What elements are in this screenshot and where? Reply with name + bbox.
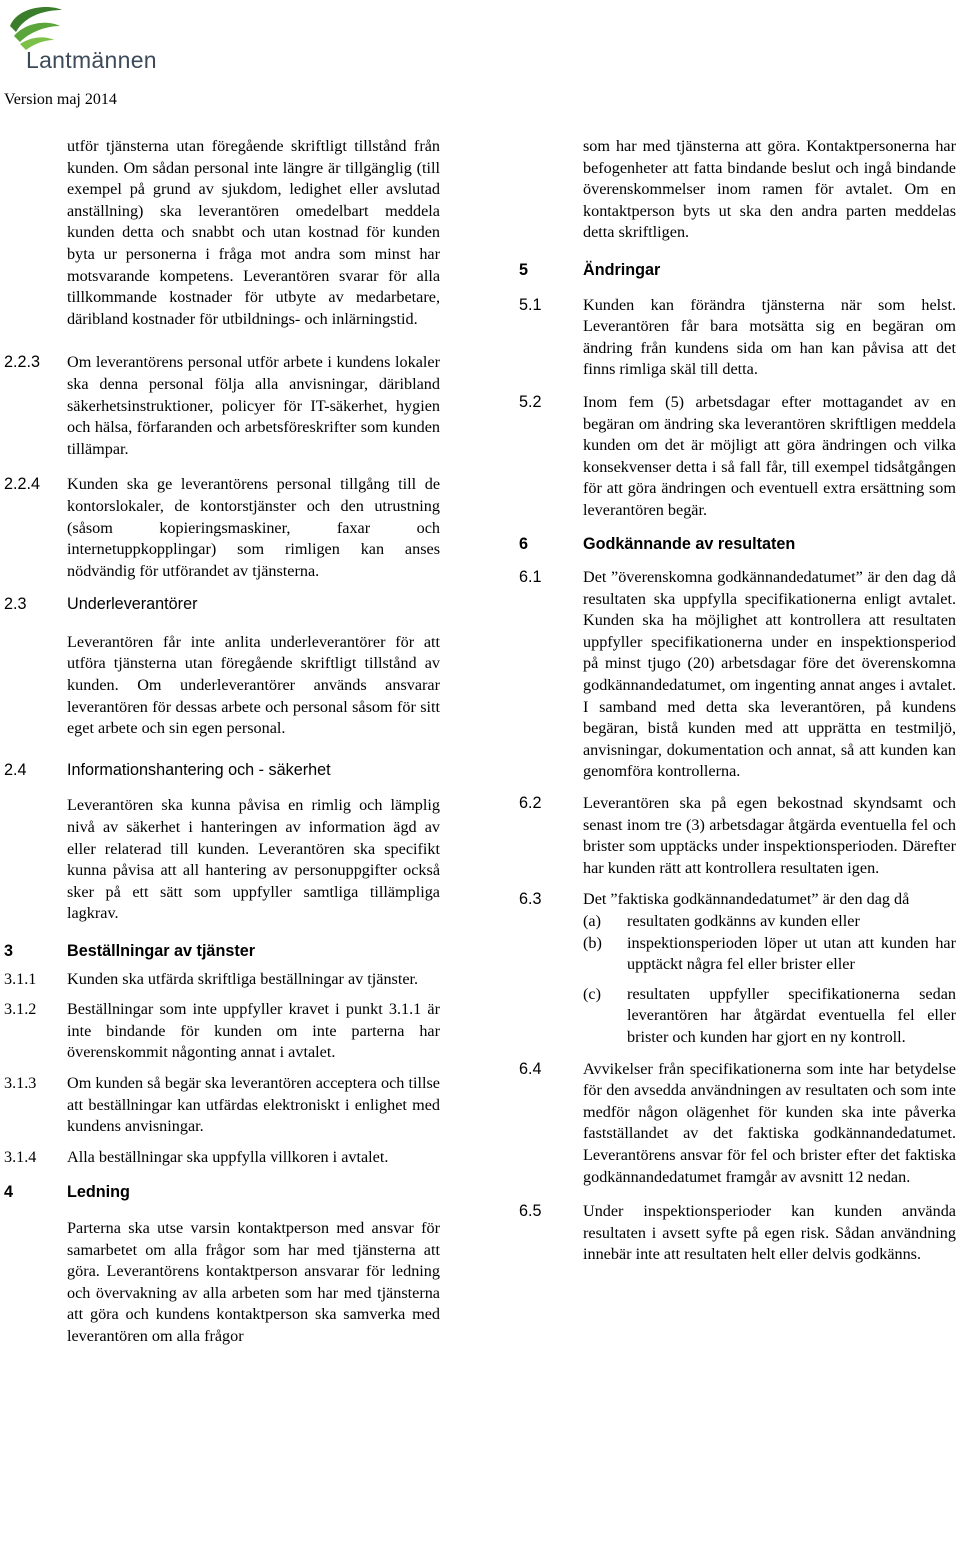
- continued-paragraph: utför tjänsterna utan föregående skriftligt tillstånd från kunden. Om sådan personal inte längre är tillgänglig (till exempel på grund av sjukdom, ledighet eller avslutad anställning) ska leverantören omedelbart meddela kunden detta och snabbt och utan kostnad för kunden byta ur personerna i fråga mot andra som minst har motsvarande kompetens. Leverantören svarar för alla tillkommande kostnader för utbyte av medarbetare, däribland kostnader för utbildnings- och inlärningstid.: [67, 137, 440, 328]
- paragraph-2-3: Leverantören får inte anlita underleverantörer för att utföra tjänsterna utan föregående skriftligt tillstånd av kunden. Om underleverantörer används ansvarar leverantören för dessas arbete och personal såsom för sitt eget arbete och sin egen personal.: [67, 632, 440, 738]
- heading-2-3: 2.3 Underleverantörer: [4, 595, 198, 614]
- heading-4: 4 Ledning: [4, 1183, 130, 1202]
- version-label: Version maj 2014: [4, 91, 117, 108]
- clause-6-5: 6.5 Under inspektionsperioder kan kunden använda resultaten i avsett syfte på egen risk. Sådan användning innebär inte att resultaten helt eller delvis godkänns.: [519, 1202, 956, 1264]
- clause-3-1-2: 3.1.2 Beställningar som inte uppfyller kravet i punkt 3.1.1 är inte bindande för kunden om inte parterna har överenskommit någonting annat i avtalet.: [4, 1000, 440, 1062]
- clause-6-1: 6.1 Det ”överenskomna godkännandedatumet” är den dag då resultaten ska uppfylla specifikationerna enligt avtalet. Kunden ska ha möjlighet att kontrollera att resultaten uppfyller specifikationerna under en inspektionsperiod på minst tjugo (20) arbetsdagar före det överenskomna godkännandedatumet, om ingenting annat anges i avtalet. I samband med detta ska leverantören, på kundens begäran, bistå kunden med att upprätta en testmiljö, anvisningar, dokumentation och annat, så att kunden kan genomföra kontrollerna.: [519, 568, 956, 781]
- heading-6: 6 Godkännande av resultaten: [519, 534, 796, 553]
- right-column: [519, 136, 956, 1266]
- heading-3: 3 Beställningar av tjänster: [4, 942, 256, 960]
- clause-3-1-1: 3.1.1 Kunden ska utfärda skriftliga beställningar av tjänster.: [4, 969, 419, 988]
- paragraph-2-4: Leverantören ska kunna påvisa en rimlig och lämplig nivå av säkerhet i hanteringen av information ägd av eller relaterad till kunden. Leverantören ska specifikt kunna påvisa att all hantering av personuppgifter också sker på ett sätt som uppfyller samtliga tillämpliga lagkrav.: [67, 796, 440, 923]
- clause-6-4: 6.4 Avvikelser från specifikationerna som inte har betydelse för den avsedda användningen av resultaten och som inte medför någon olägenhet för kunden ska inte påverka fastställandet av det faktiska godkännandedatumet. Leverantörens ansvar för fel och brister efter det faktiska godkännandedatumet framgår av avsnitt 12 nedan.: [519, 1059, 956, 1186]
- clause-2-2-3: 2.2.3 Om leverantörens personal utför arbete i kundens lokaler ska denna personal följa alla anvisningar, däribland säkerhetsinstruktioner, policyer för IT-säkerhet, hygien och hälsa, förfaranden och arbetsföreskrifter som kunden tillämpar.: [4, 353, 440, 458]
- clause-6-3: 6.3 Det ”faktiska godkännandedatumet” är den dag då (a) resultaten godkänns av kunden eller (b) inspektionsperioden löper ut utan att kunden har upptäckt några fel eller brister eller (c) resultaten uppfyller specifikationerna sedan leverantören har åtgärdat eventuella fel eller brister och kunden har gjort en ny kontroll.: [519, 889, 956, 1048]
- clause-3-1-4: 3.1.4 Alla beställningar ska uppfylla villkoren i avtalet.: [4, 1147, 389, 1166]
- heading-5: 5 Ändringar: [519, 260, 661, 279]
- paragraph-4: Parterna ska utse varsin kontaktperson med ansvar för samarbetet om alla frågor som har med tjänsterna att göra. Leverantörens kontaktperson ansvarar för ledning och övervakning av alla arbeten som har med tjänsterna att göra och kundens kontaktperson ska samverka med leverantören om alla frågor: [67, 1218, 440, 1345]
- lantmannen-logo: [4, 4, 164, 83]
- left-column: [4, 136, 440, 1348]
- clause-5-2: 5.2 Inom fem (5) arbetsdagar efter mottagandet av en begäran om ändring ska leverantören skriftligen meddela kunden om det är möjligt att göra ändringen och vilka konsekvenser detta i så fall får, till exempel tidsåtgången för att göra ändringen och eventuell extra ersättning som leverantören begär.: [519, 392, 956, 519]
- clause-6-3-c: (c) resultaten uppfyller specifikationerna sedan leverantören har åtgärdat eventuella fel eller brister och kunden har gjort en ny kontroll.: [583, 984, 956, 1046]
- logo-text: Lantmännen: [26, 47, 157, 73]
- heading-2-4: 2.4 Informationshantering och - säkerhet: [4, 760, 331, 779]
- clause-3-1-3: 3.1.3 Om kunden så begär ska leverantören acceptera och tillse att beställningar kan utfärdas elektroniskt i enlighet med kundens anvisningar.: [4, 1073, 440, 1136]
- clause-6-2: 6.2 Leverantören ska på egen bekostnad skyndsamt och senast inom tre (3) arbetsdagar åtgärda eventuella fel och brister som upptäcks under inspektionsperioden. Därefter har kunden rätt att kontrollera resultaten igen.: [519, 794, 956, 877]
- continued-paragraph-right: som har med tjänsterna att göra. Kontaktpersonerna har befogenheter att fatta bindande beslut och ingå bindande överenskommelser inom ramen för avtalet. Om en kontaktperson byts ut ska den andra parten meddelas detta skriftligen.: [583, 137, 956, 242]
- clause-6-3-b: (b) inspektionsperioden löper ut utan att kunden har upptäckt några fel eller brister eller: [583, 933, 956, 974]
- clause-5-1: 5.1 Kunden kan förändra tjänsterna när som helst. Leverantören får bara motsätta sig en begäran om ändring från kundens sida om han kan påvisa att det finns rimliga skäl till detta.: [519, 295, 956, 379]
- clause-6-3-a: (a) resultaten godkänns av kunden eller: [583, 912, 860, 930]
- clause-2-2-4: 2.2.4 Kunden ska ge leverantörens personal tillgång till de kontorslokaler, de kontorstjänster och den utrustning (såsom kopieringsmaskiner, faxar och internetuppkopplingar) som rimligen kan anses nödvändig för utförandet av tjänsterna.: [4, 475, 440, 580]
